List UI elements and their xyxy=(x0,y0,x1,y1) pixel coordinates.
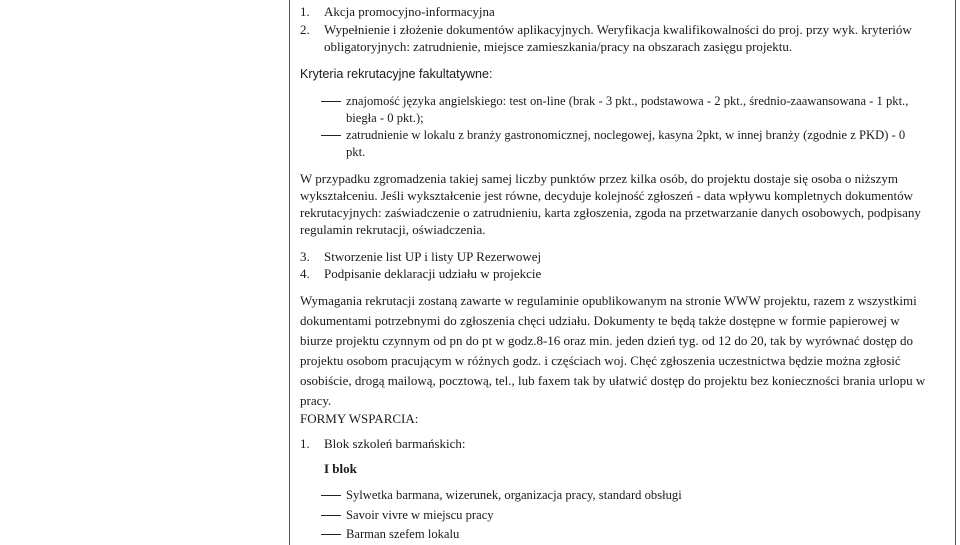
criteria-heading: Kryteria rekrutacyjne fakultatywne: xyxy=(300,67,493,81)
criteria-item: znajomość języka angielskiego: test on-line (brak - 3 pkt., podstawowa - 2 pkt., średnio-zaawansowana - 1 pkt., xyxy=(346,94,909,108)
criteria-item-continuation: biegła - 0 pkt.); xyxy=(346,111,424,125)
paragraph-line: rekrutacyjnych: zaświadczenie o zatrudnieniu, karta zgłoszenia, zgoda na przetwarzanie danych osobowych, podpisany xyxy=(300,205,921,220)
list-item: 1. Blok szkoleń barmańskich: xyxy=(300,436,466,451)
section-heading: FORMY WSPARCIA: xyxy=(300,411,419,426)
paragraph-line: biurze projektu czynnym od pn do pt w godz.8-16 oraz min. jeden dzień tyg. od 12 do 20, tak by wyrównać dostęp do xyxy=(300,333,914,348)
criteria-item: zatrudnienie w lokalu z branży gastronomicznej, noclegowej, kasyna 2pkt, w innej branży (zgodnie z PKD) - 0 xyxy=(346,128,906,142)
paragraph-line: pracy. xyxy=(300,393,332,408)
dash-bullet-icon xyxy=(321,515,341,516)
paragraph-line: projektu osobom pracującym w różnych godz. i częściach woj. Chęć zgłoszenia uczestnictwa będzie można zgłosić xyxy=(300,353,901,368)
list-item: 1. Akcja promocyjno-informacyjna xyxy=(300,4,495,19)
list-item: 4. Podpisanie deklaracji udziału w projekcie xyxy=(300,266,542,281)
paragraph-line: dokumentami potrzebnymi do zgłoszenia chęci udziału. Dokumenty te będą także dostępne w formie papierowej w xyxy=(300,313,900,328)
table-border-right xyxy=(955,0,956,545)
block-title: I blok xyxy=(324,461,357,476)
block-item: Sylwetka barmana, wizerunek, organizacja pracy, standard obsługi xyxy=(346,488,682,502)
list-item-continuation: obligatoryjnych: zatrudnienie, miejsce zamieszkania/pracy na obszarach zasięgu projektu. xyxy=(324,39,793,54)
list-item: 2. Wypełnienie i złożenie dokumentów aplikacyjnych. Weryfikacja kwalifikowalności do proj. przy wyk. kryteriów xyxy=(300,22,912,37)
block-item: Savoir vivre w miejscu pracy xyxy=(346,508,494,522)
block-item: Barman szefem lokalu xyxy=(346,527,460,541)
table-border-left xyxy=(289,0,290,545)
dash-bullet-icon xyxy=(321,495,341,496)
paragraph-line: wykształceniu. Jeśli wykształcenie jest równe, decyduje kolejność zgłoszeń - data wpływu kompletnych dokumentów xyxy=(300,188,913,203)
dash-bullet-icon xyxy=(321,101,341,102)
dash-bullet-icon xyxy=(321,534,341,535)
paragraph-line: Wymagania rekrutacji zostaną zawarte w regulaminie opublikowanym na stronie WWW projektu, razem z wszystkimi xyxy=(300,293,917,308)
criteria-item-continuation: pkt. xyxy=(346,145,366,159)
paragraph-line: regulamin rekrutacji, oświadczenia. xyxy=(300,222,486,237)
paragraph-line: osobiście, drogą mailową, pocztową, tel., lub faxem tak by ułatwić dostęp do projektu bez konieczności brania urlopu w xyxy=(300,373,926,388)
list-item: 3. Stworzenie list UP i listy UP Rezerwowej xyxy=(300,249,542,264)
paragraph-line: W przypadku zgromadzenia takiej samej liczby punktów przez kilka osób, do projektu dostaje się osoba o niższym xyxy=(300,171,898,186)
dash-bullet-icon xyxy=(321,135,341,136)
